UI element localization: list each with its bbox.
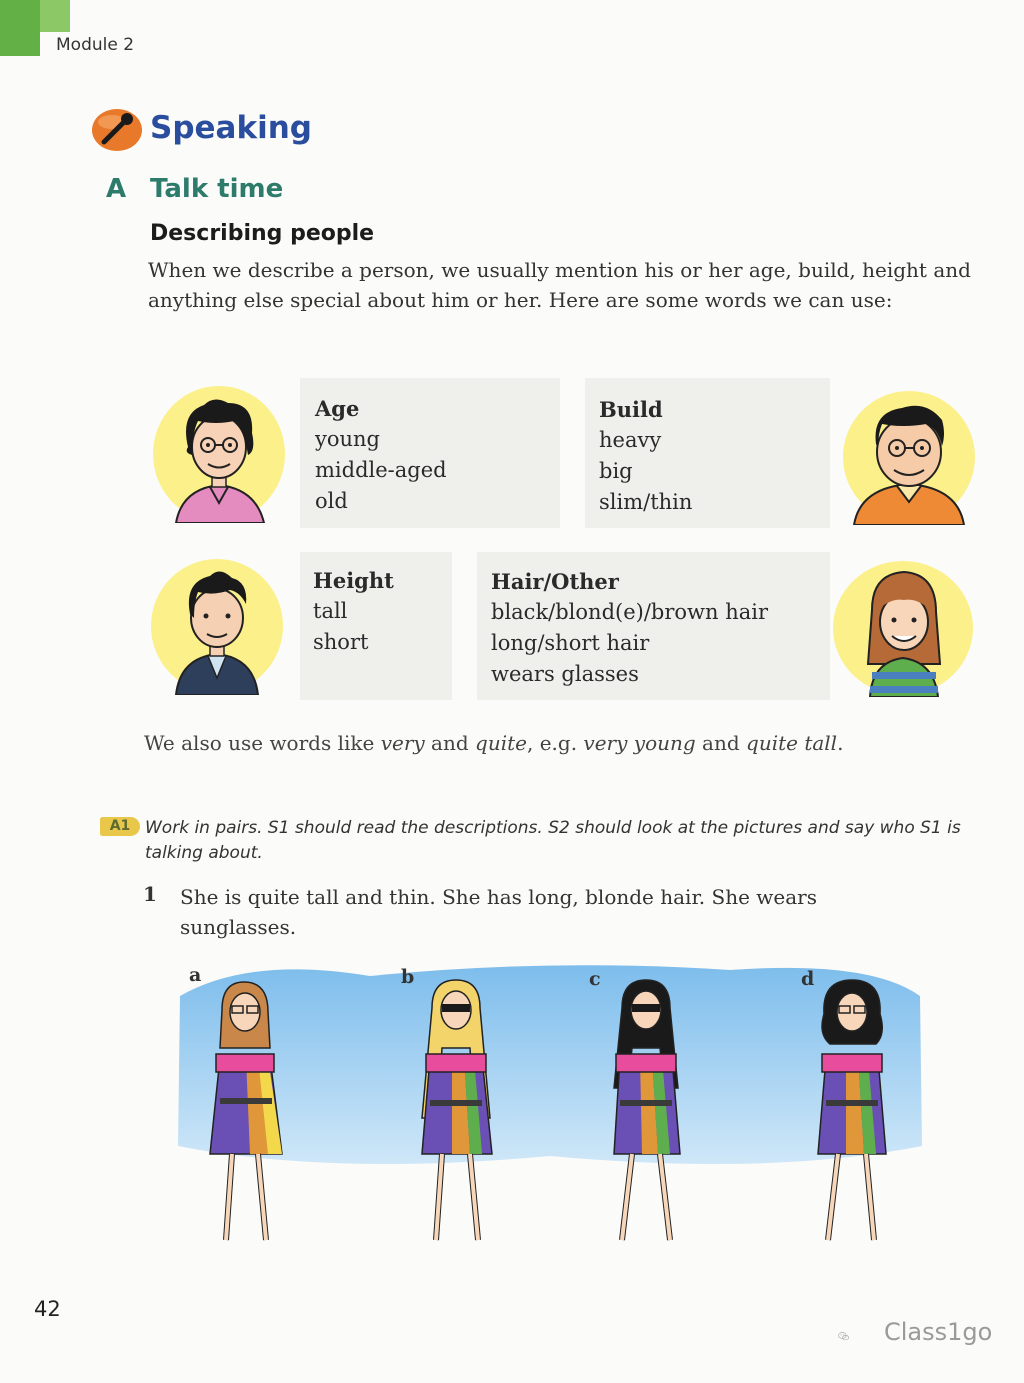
picture-label-b: b [401, 966, 415, 988]
question-number: 1 [143, 882, 157, 906]
middle-aged-woman-illustration [152, 385, 287, 523]
age-list [315, 393, 447, 517]
also-sentence [144, 731, 843, 755]
also-example: quite [475, 731, 527, 755]
subsection-title: Describing people [150, 221, 375, 246]
picture-label-c: c [589, 968, 601, 990]
also-example: very [380, 731, 425, 755]
hair-list [491, 566, 768, 690]
height-list [313, 565, 394, 658]
also-text: , e.g. [526, 731, 584, 755]
height-heading: Height [313, 568, 394, 593]
build-list [599, 394, 692, 518]
microphone-icon [90, 104, 144, 152]
height-word: tall [313, 599, 348, 623]
intro-paragraph: When we describe a person, we usually mention his or her age, build, height and anything else special about him or her. Here are some words we can use: [148, 258, 971, 312]
hair-word: long/short hair [491, 631, 650, 655]
section-name: Talk time [150, 174, 284, 204]
also-text: We also use words like [144, 731, 381, 755]
height-word: short [313, 630, 369, 654]
module-label: Module 2 [56, 35, 135, 55]
build-word: big [599, 459, 633, 483]
wechat-logo-icon [838, 1318, 882, 1354]
short-person-illustration [150, 558, 285, 695]
watermark-text: Class1go [884, 1318, 993, 1346]
corner-tab-light [40, 0, 70, 32]
also-example: quite tall [746, 731, 838, 755]
also-text: and [424, 731, 476, 755]
build-word: heavy [599, 428, 662, 452]
age-word: old [315, 489, 348, 513]
picture-label-d: d [801, 968, 815, 990]
age-word: middle-aged [315, 458, 447, 482]
section-letter: A [106, 174, 127, 204]
activity-instruction: Work in pairs. S1 should read the descriptions. S2 should look at the pictures and say who S1 is talking about. [145, 818, 961, 863]
also-text: . [837, 731, 844, 755]
long-haired-girl-illustration [832, 560, 975, 697]
build-word: slim/thin [599, 490, 693, 514]
corner-tab [0, 0, 40, 56]
age-word: young [315, 427, 380, 451]
page-number: 42 [34, 1297, 61, 1321]
activity-badge: A1 [100, 817, 140, 836]
section-title: Speaking [150, 110, 312, 146]
also-text: and [695, 731, 747, 755]
age-heading: Age [315, 396, 360, 421]
question-text: She is quite tall and thin. She has long, blonde hair. She wears sunglasses. [180, 885, 818, 939]
picture-label-a: a [189, 964, 202, 986]
four-girls-illustration [170, 956, 930, 1256]
hair-word: wears glasses [491, 662, 639, 686]
heavy-man-illustration [842, 390, 977, 525]
hair-word: black/blond(e)/brown hair [491, 600, 768, 624]
hair-heading: Hair/Other [491, 569, 619, 594]
also-example: very young [583, 731, 696, 755]
build-heading: Build [599, 397, 663, 422]
